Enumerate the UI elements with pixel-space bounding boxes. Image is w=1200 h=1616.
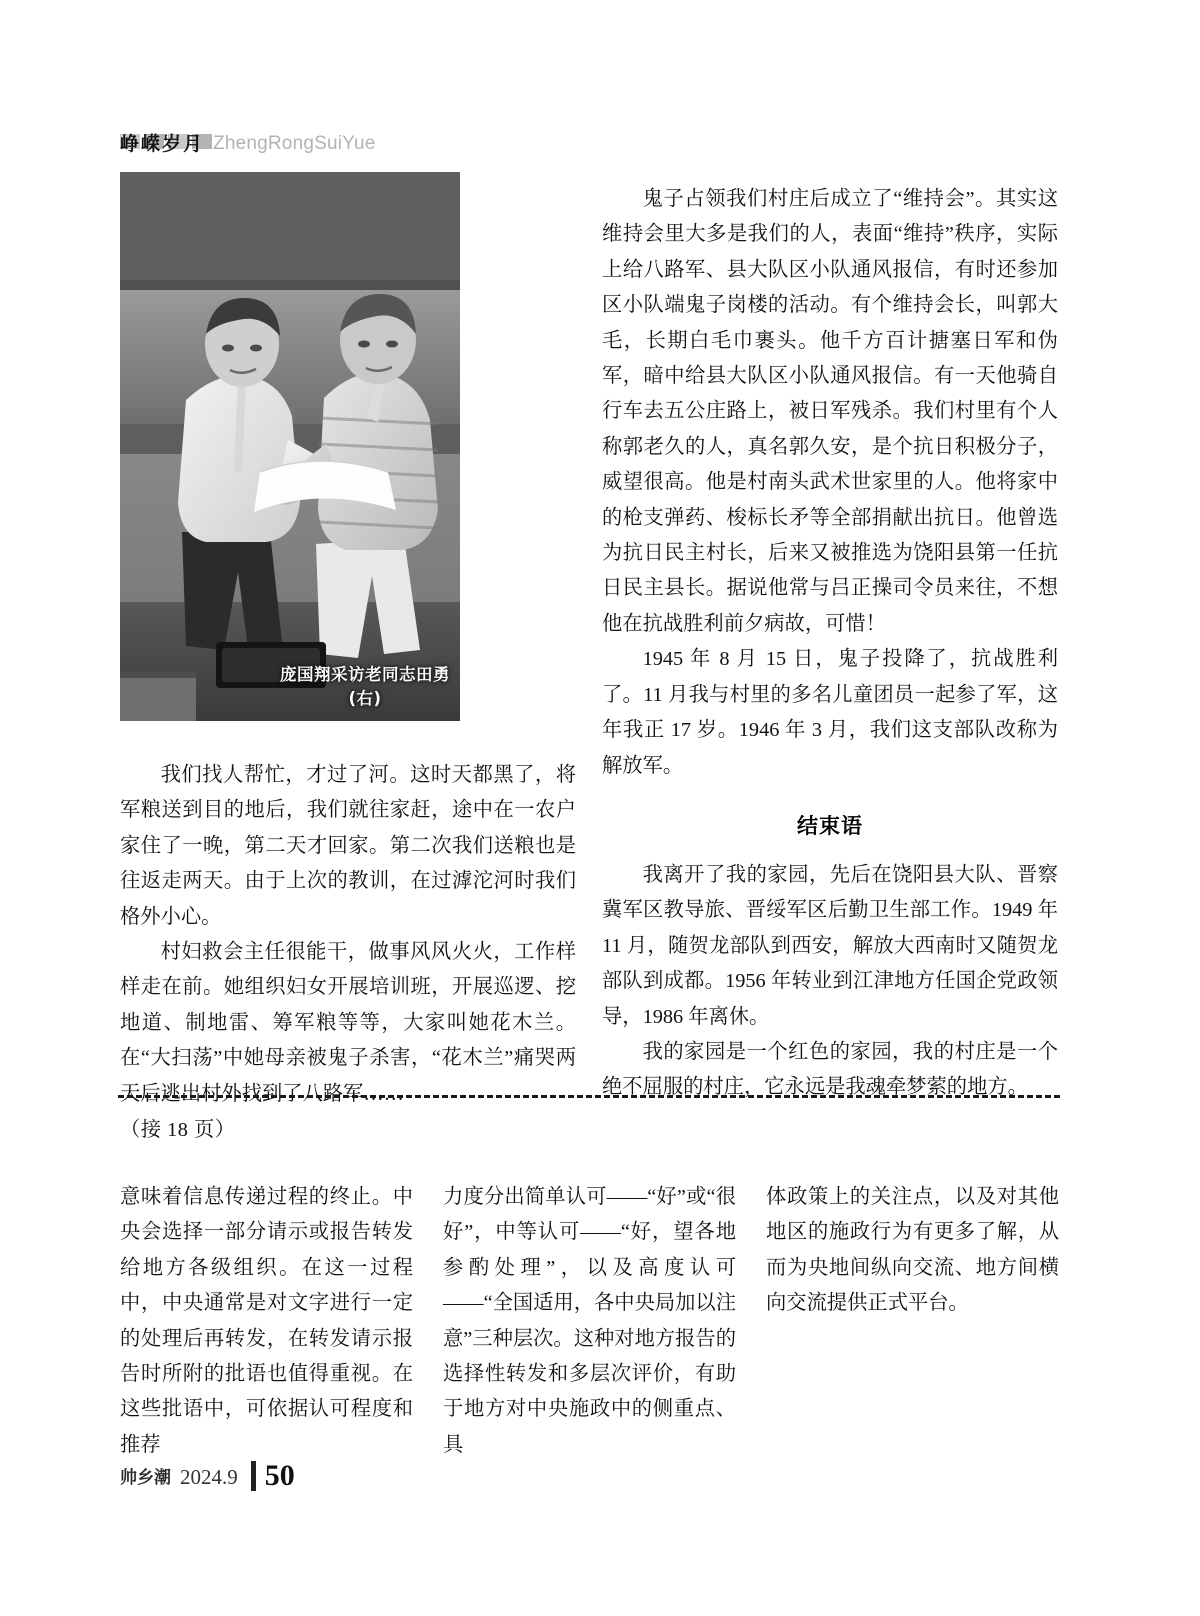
conclusion-heading: 结束语 [797,813,863,838]
page-footer [120,1455,295,1491]
paragraph: 我的家园是一个红色的家园，我的村庄是一个绝不屈服的村庄，它永远是我魂牵梦萦的地方。 [602,1040,1058,1099]
paragraph: 力度分出简单认可——“好”或“很好”，中等认可——“好，望各地参酌处理”，以及高度认可——“全国适用，各中央局加以注意”三种层次。这种对地方报告的选择性转发和多层次评价，有助于地方对中央施政中的侧重点、具 [443,1186,736,1456]
paragraph: 村妇救会主任很能干，做事风风火火，工作样样走在前。她组织妇女开展培训班，开展巡逻、挖地道、制地雷、筹军粮等等，大家叫她花木兰。在“大扫荡”中她母亲被鬼子杀害，“花木兰”痛哭两天后逃出村外找到了八路军…… [120,941,576,1105]
conclusion-body [602,858,1058,1106]
interview-photo [120,172,460,721]
article-right-column [602,182,1058,1106]
column-title-en: ZhengRongSuiYue [213,132,376,154]
dashed-separator [118,1095,1060,1098]
page-number: 50 [264,1459,295,1492]
photo-illustration [120,172,460,721]
continuation-column-3 [766,1180,1059,1463]
continuation-column-2 [443,1180,736,1463]
paragraph: 体政策上的关注点，以及对其他地区的施政行为有更多了解，从而为央地间纵向交流、地方间横向交流提供正式平台。 [766,1186,1059,1315]
paragraph: 鬼子占领我们村庄后成立了“维持会”。其实这维持会里大多是我们的人，表面“维持”秩序，实际上给八路军、县大队区小队通风报信，有时还参加区小队端鬼子岗楼的活动。有个维持会长，叫郭大毛，长期白毛巾裹头。他千方百计搪塞日军和伪军，暗中给县大队区小队通风报信。有一天他骑自行车去五公庄路上，被日军残杀。我们村里有个人称郭老久的人，真名郭久安，是个抗日积极分子，威望很高。他是村南头武术世家里的人。他将家中的枪支弹药、梭标长矛等全部捐献出抗日。他曾选为抗日民主村长，后来又被推选为饶阳县第一任抗日民主县长。据说他常与吕正操司令员来往，不想他在抗战胜利前夕病故，可惜！ [602,188,1058,635]
continuation-column-1 [120,1180,413,1463]
column-title-cn: 峥嵘岁月 [120,133,205,155]
paragraph: 我们找人帮忙，才过了河。这时天都黑了，将军粮送到目的地后，我们就往家赶，途中在一农户家住了一晚，第二天才回家。第二次我们送粮也是往返走两天。由于上次的教训，在过滹沱河时我们格外小心。 [120,764,576,928]
continuation-note: （接 18 页） [120,1119,236,1141]
article-left-column [120,758,576,1112]
left-column-body [120,758,576,1112]
paragraph: 意味着信息传递过程的终止。中央会选择一部分请示或报告转发给地方各级组织。在这一过程中，中央通常是对文字进行一定的处理后再转发，在转发请示报告时所附的批语也值得重视。在这些批语中，可依据认可程度和推荐 [120,1186,413,1456]
continuation-columns [120,1180,1060,1463]
magazine-logo: 帅乡潮 [120,1468,171,1488]
issue-date: 2024.9 [180,1465,238,1489]
right-column-body [602,182,1058,784]
footer-divider-bar [251,1461,256,1491]
paragraph: 我离开了我的家园，先后在饶阳县大队、晋察冀军区教导旅、晋绥军区后勤卫生部工作。1949 年 11 月，随贺龙部队到西安，解放大西南时又随贺龙部队到成都。1956 年转业到江津地方任国企党政领导，1986 年离休。 [602,863,1058,1028]
running-header [120,128,376,158]
paragraph: 1945 年 8 月 15 日，鬼子投降了，抗战胜利了。11 月我与村里的多名儿童团员一起参了军，这年我正 17 岁。1946 年 3 月，我们这支部队改称为解放军。 [602,648,1058,777]
photo-caption: 庞国翔采访老同志田勇(右) [280,665,450,708]
